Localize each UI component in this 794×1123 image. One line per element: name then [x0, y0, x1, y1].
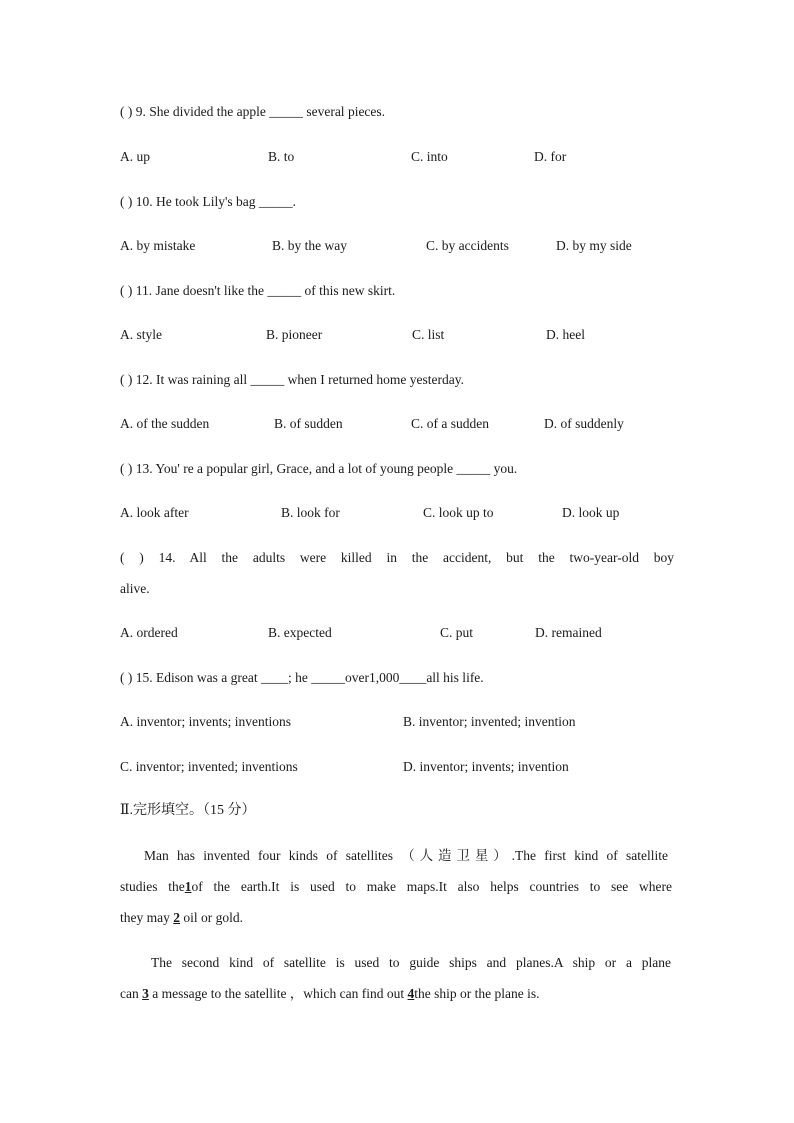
option-c: C. into	[411, 149, 448, 164]
text: can	[120, 986, 143, 1001]
question-9-options	[120, 148, 680, 166]
option-b: B. expected	[268, 625, 332, 640]
blank-2: 2	[173, 910, 180, 925]
option-d: D. for	[534, 149, 567, 164]
text: the ship or the plane is.	[414, 986, 540, 1001]
option-c: C. by accidents	[426, 238, 509, 253]
option-a: A. by mistake	[120, 238, 196, 253]
option-d: D. heel	[546, 327, 585, 342]
option-d: D. by my side	[556, 238, 632, 253]
question-9-stem: ( ) 9. She divided the apple _____ several pieces.	[120, 104, 386, 119]
question-13-options	[120, 504, 680, 522]
question-15-options-row1	[120, 713, 680, 731]
question-14-stem-continued: alive.	[120, 581, 150, 596]
option-b: B. inventor; invented; invention	[403, 714, 576, 729]
question-15-options-row2	[120, 758, 680, 776]
option-a: A. inventor; invents; inventions	[120, 714, 291, 729]
passage-p2-line2	[120, 985, 540, 1003]
question-14-stem: ( ) 14. All the adults were killed in the accident, but the two-year-old boy	[120, 550, 674, 565]
text: of the earth.It is used to make maps.It also helps countries to see where	[191, 879, 673, 894]
option-c: C. list	[412, 327, 445, 342]
option-a: A. up	[120, 149, 150, 164]
option-b: B. of sudden	[274, 416, 343, 431]
question-10-options	[120, 237, 680, 255]
option-d: D. look up	[562, 505, 620, 520]
question-12-options	[120, 415, 680, 433]
option-d: D. inventor; invents; invention	[403, 759, 569, 774]
question-13-stem: ( ) 13. You' re a popular girl, Grace, and a lot of young people _____ you.	[120, 461, 518, 476]
question-12-stem: ( ) 12. It was raining all _____ when I returned home yesterday.	[120, 372, 465, 387]
option-a: A. of the sudden	[120, 416, 210, 431]
option-d: D. of suddenly	[544, 416, 624, 431]
option-c: C. put	[440, 625, 474, 640]
question-11-options	[120, 326, 680, 344]
passage-p2-line1: The second kind of satellite is used to guide ships and planes.A ship or a plane	[151, 955, 671, 970]
option-b: B. look for	[281, 505, 340, 520]
question-15-stem: ( ) 15. Edison was a great ____; he _____over1,000____all his life.	[120, 670, 484, 685]
question-11-stem: ( ) 11. Jane doesn't like the _____ of this new skirt.	[120, 283, 396, 298]
option-d: D. remained	[535, 625, 602, 640]
option-c: C. inventor; invented; inventions	[120, 759, 298, 774]
text: oil or gold.	[180, 910, 243, 925]
blank-1: 1	[184, 879, 192, 894]
passage-p1-line2	[120, 878, 672, 896]
option-b: B. pioneer	[266, 327, 323, 342]
option-a: A. ordered	[120, 625, 178, 640]
option-c: C. of a sudden	[411, 416, 489, 431]
option-b: B. to	[268, 149, 295, 164]
option-a: A. look after	[120, 505, 189, 520]
blank-3: 3	[142, 986, 149, 1001]
section-title: Ⅱ.完形填空。（15 分）	[120, 803, 256, 818]
question-14-options	[120, 624, 680, 642]
question-10-stem: ( ) 10. He took Lily's bag _____.	[120, 194, 297, 209]
option-b: B. by the way	[272, 238, 347, 253]
passage-p1-line1: Man has invented four kinds of satellites （人造卫星）.The first kind of satellite	[144, 848, 668, 863]
text: a message to the satellite ，which can find out	[148, 986, 408, 1001]
option-a: A. style	[120, 327, 162, 342]
passage-p1-line3	[120, 909, 243, 927]
text: studies the	[120, 879, 185, 894]
blank-4: 4	[407, 986, 415, 1001]
text: they may	[120, 910, 174, 925]
option-c: C. look up to	[423, 505, 494, 520]
